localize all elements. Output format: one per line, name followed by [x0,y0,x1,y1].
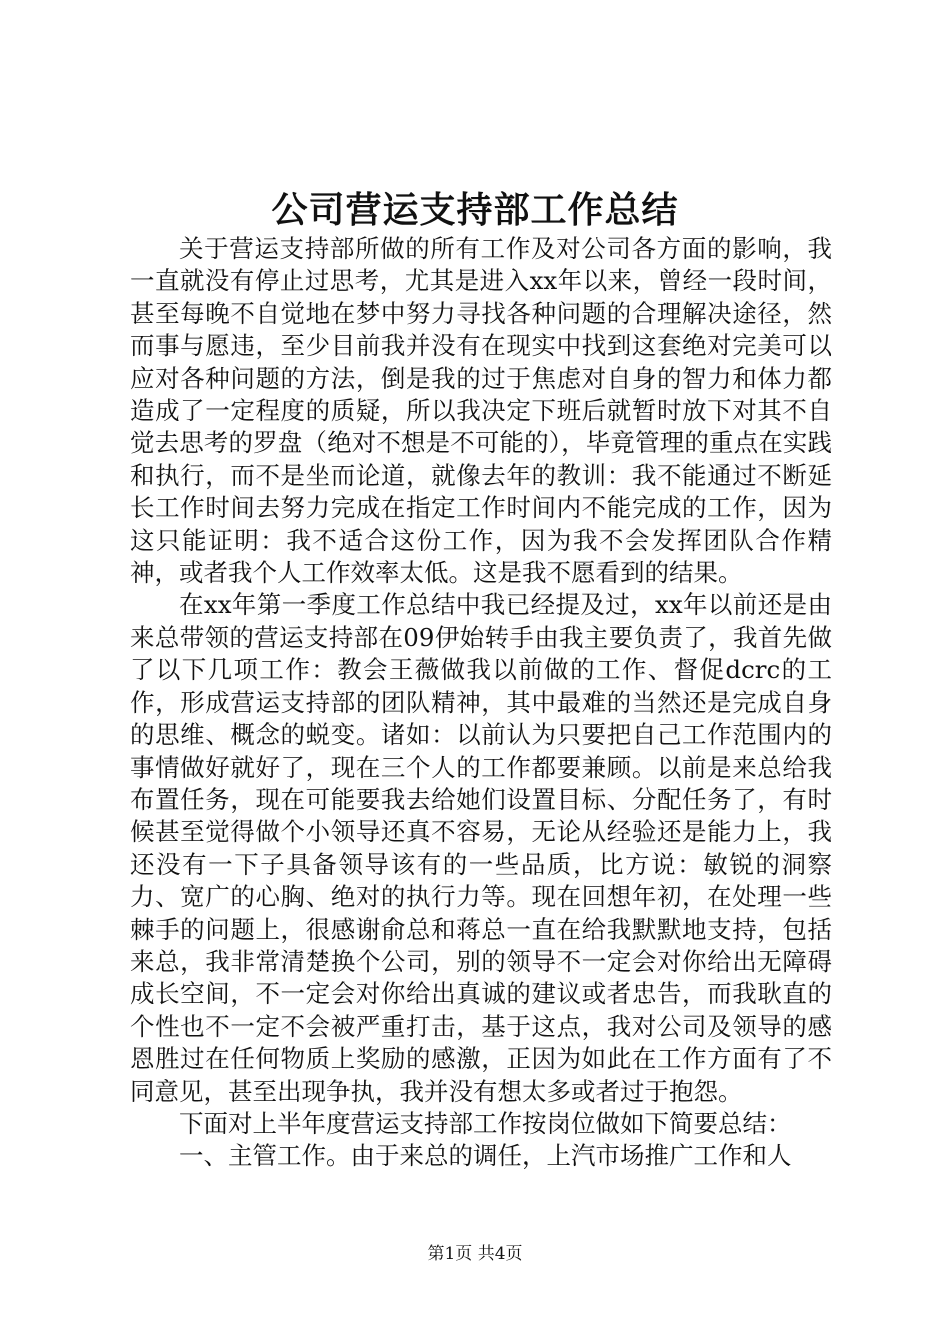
paragraph-summary-lead: 下面对上半年度营运支持部工作按岗位做如下简要总结： [179,1108,792,1138]
page-footer: 第1页 共4页 [427,1244,523,1264]
paragraph-q1-review: 在xx年第一季度工作总结中我已经提及过，xx年以前还是由来总带领的营运支持部在09伊始转手由我主要负责了，我首先做了以下几项工作：教会王薇做我以前做的工作、督促dcrc的工作，形成营运支持部的团队精神，其中最难的当然还是完成自身的思维、概念的蜕变。诸如：以前认为只要把自己工作范围内的事情做好就好了，现在三个人的工作都要兼顾。以前是来总给我布置任务，现在可能要我去给她们设置目标、分配任务了，有时候甚至觉得做个小领导还真不容易，无论从经验还是能力上，我还没有一下子具备领导该有的一些品质，比方说：敏锐的洞察力、宽广的心胸、绝对的执行力等。现在回想年初，在处理一些棘手的问题上，很感谢俞总和蒋总一直在给我默默地支持，包括来总，我非常清楚换个公司，别的领导不一定会对你给出无障碍成长空间，不一定会对你给出真诚的建议或者忠告，而我耿直的个性也不一定不会被严重打击，基于这点，我对公司及领导的感恩胜过在任何物质上奖励的感激，正因为如此在工作方面有了不同意见，甚至出现争执，我并没有想太多或者过于抱怨。 [130,590,832,1106]
document-title: 公司营运支持部工作总结 [271,189,679,231]
document-body [130,233,832,1173]
paragraph-intro: 关于营运支持部所做的所有工作及对公司各方面的影响，我一直就没有停止过思考，尤其是进入xx年以来，曾经一段时间，甚至每晚不自觉地在梦中努力寻找各种问题的合理解决途径，然而事与愿违，至少目前我并没有在现实中找到这套绝对完美可以应对各种问题的方法，倒是我的过于焦虑对自身的智力和体力都造成了一定程度的质疑，所以我决定下班后就暂时放下对其不自觉去思考的罗盘（绝对不想是不可能的），毕竟管理的重点在实践和执行，而不是坐而论道，就像去年的教训：我不能通过不断延长工作时间去努力完成在指定工作时间内不能完成的工作，因为这只能证明：我不适合这份工作，因为我不会发挥团队合作精神，或者我个人工作效率太低。这是我不愿看到的结果。 [130,234,832,588]
paragraph-section-1: 一、主管工作。由于来总的调任，上汽市场推广工作和人 [179,1141,792,1171]
